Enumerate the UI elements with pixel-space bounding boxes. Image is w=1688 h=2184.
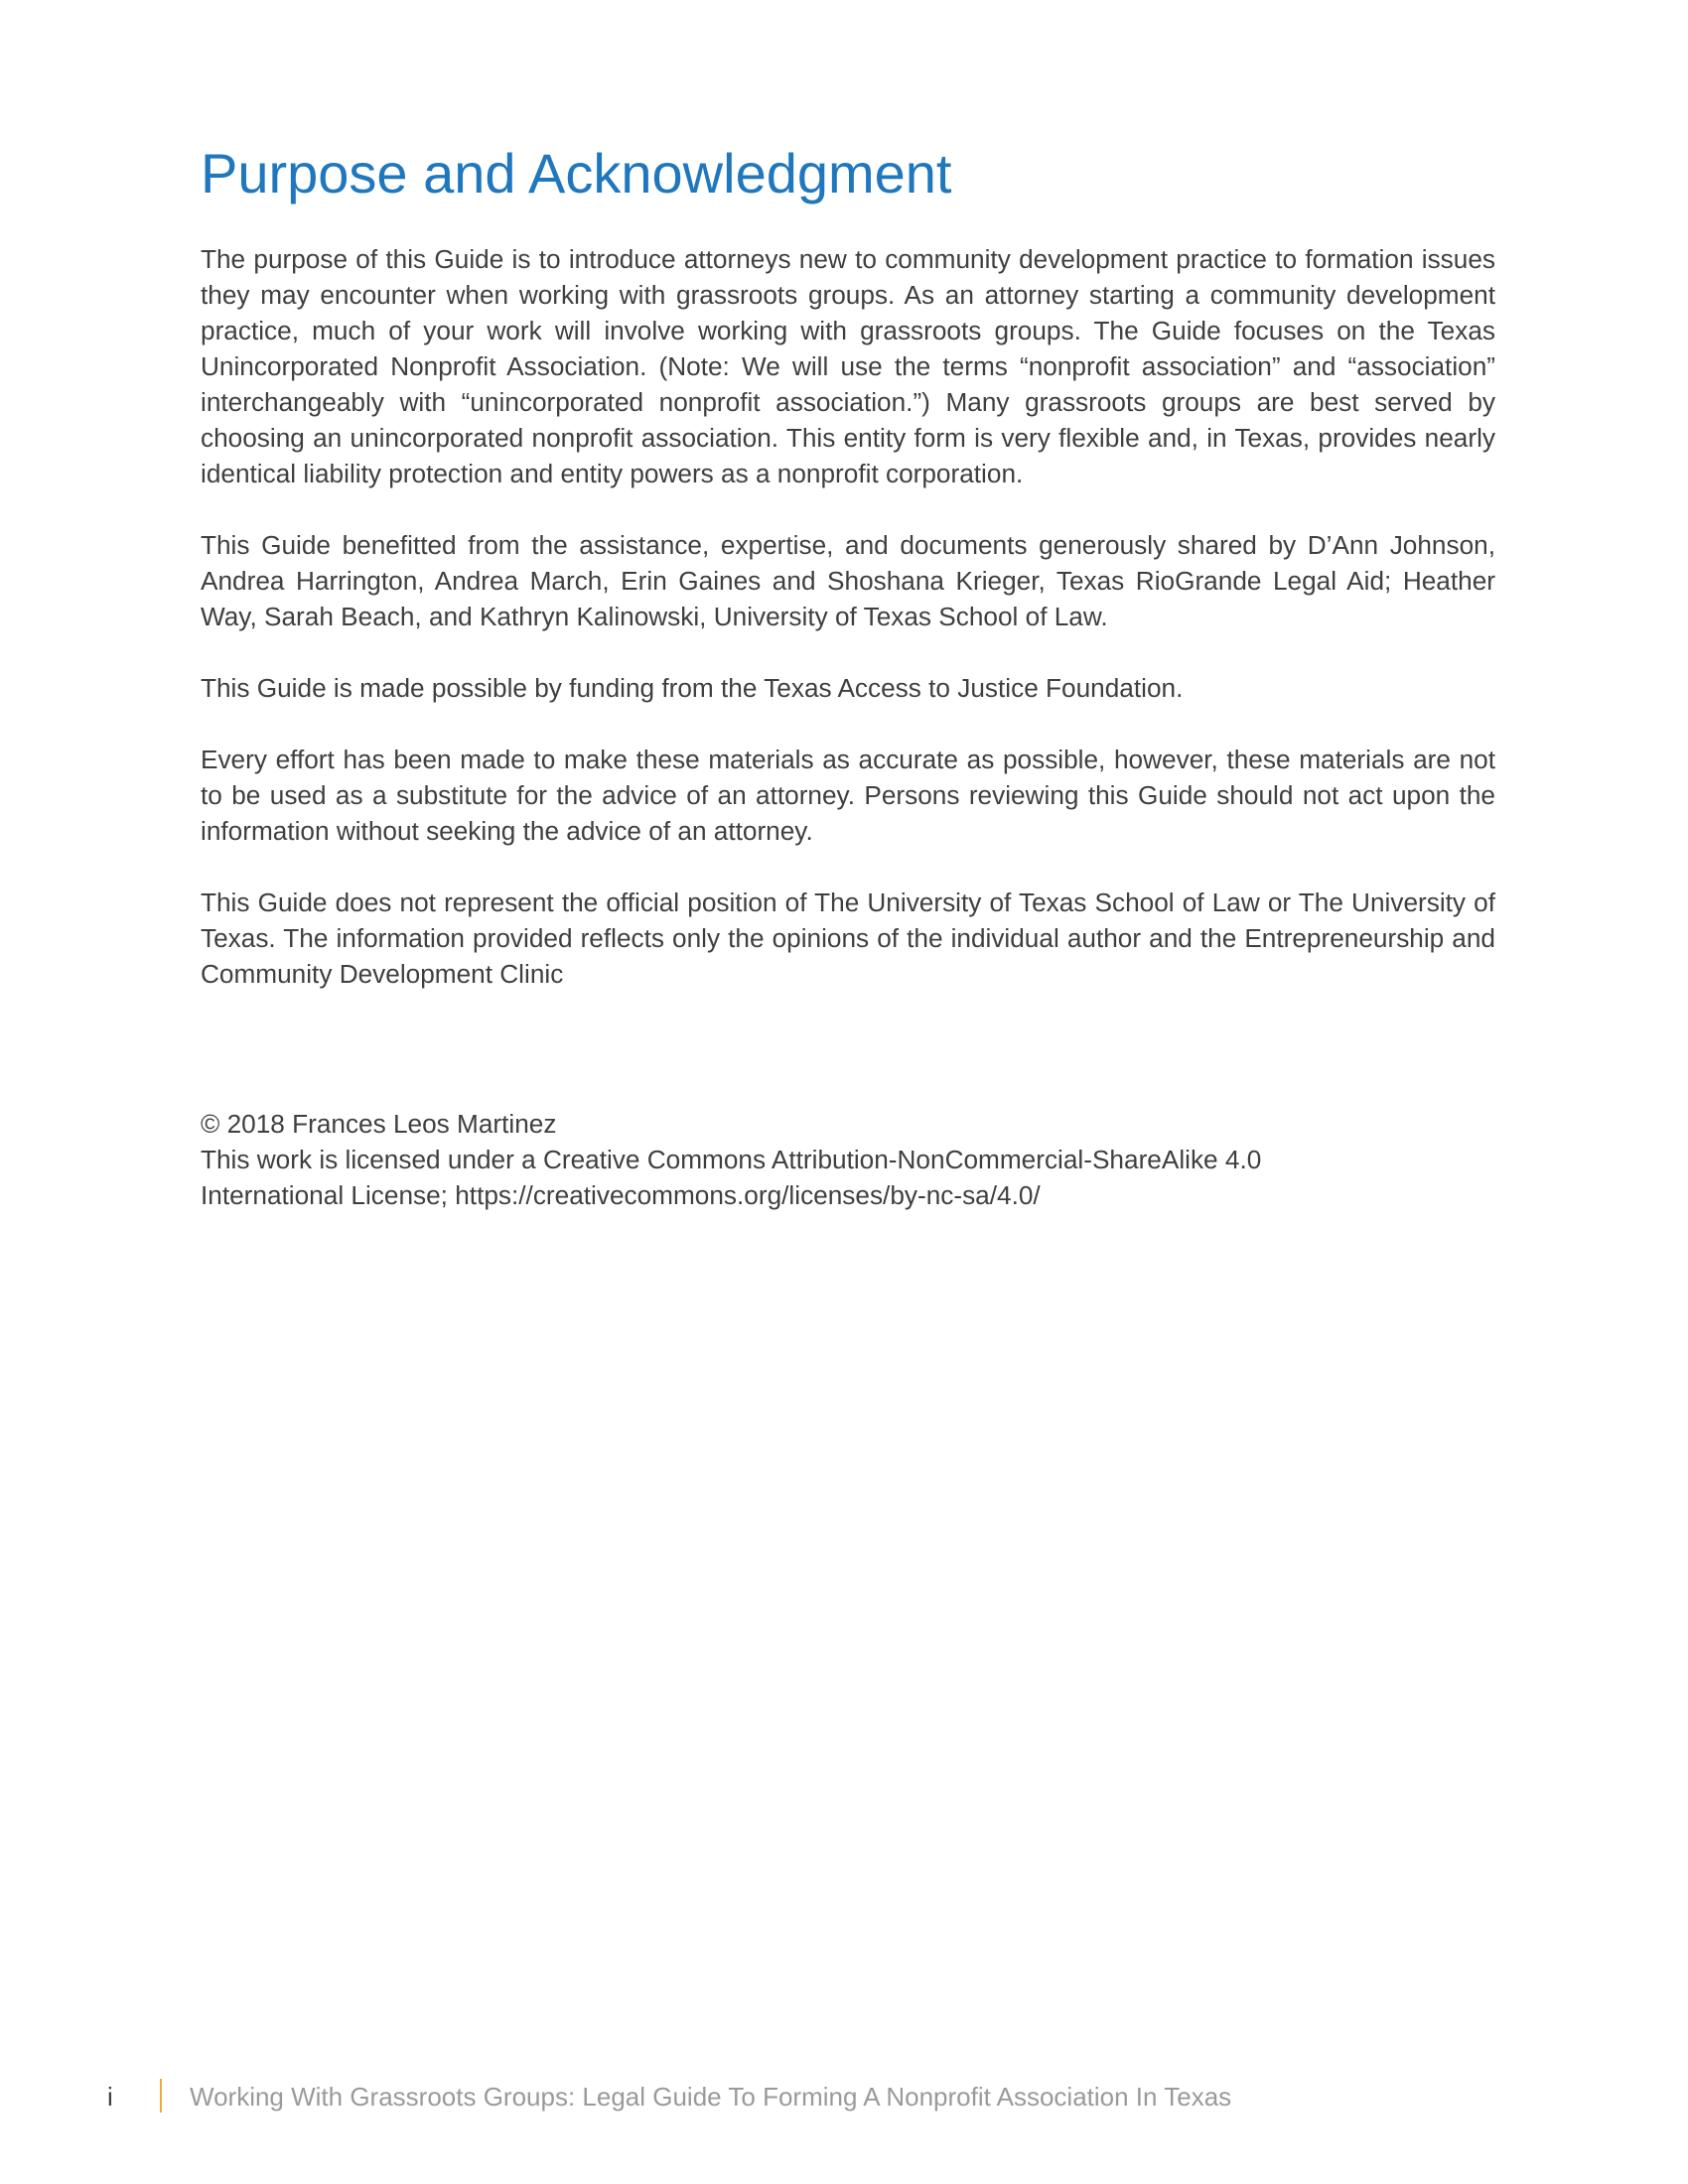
official-position-paragraph: This Guide does not represent the official position of The University of Texas School of Law or The University of Texas. The information provided reflects only the opinions of the individual author and the Entrepreneurship and Community Development Clinic: [201, 887, 1495, 989]
copyright-line: © 2018 Frances Leos Martinez: [201, 1109, 557, 1139]
body-text: [201, 241, 1495, 1027]
page-title: Purpose and Acknowledgment: [201, 142, 952, 205]
funding-paragraph: This Guide is made possible by funding from the Texas Access to Justice Foundation.: [201, 673, 1184, 703]
page-number: i: [107, 2082, 113, 2112]
acknowledgment-paragraph: This Guide benefitted from the assistance, expertise, and documents generously shared by D’Ann Johnson, Andrea Harrington, Andrea March, Erin Gaines and Shoshana Krieger, Texas RioGrande Legal Aid; Heather Way, Sarah Beach, and Kathryn Kalinowski, University of Texas School of Law.: [201, 530, 1495, 631]
footer-document-title: Working With Grassroots Groups: Legal Guide To Forming A Nonprofit Association In Texas: [190, 2082, 1232, 2112]
license-block: [201, 1106, 1495, 1213]
disclaimer-paragraph: Every effort has been made to make these materials as accurate as possible, however, these materials are not to be used as a substitute for the advice of an attorney. Persons reviewing this Guide should not act upon the information without seeking the advice of an attorney.: [201, 745, 1495, 846]
page-footer: [0, 2077, 1688, 2116]
license-line-2: International License; https://creativecommons.org/licenses/by-nc-sa/4.0/: [201, 1180, 1041, 1210]
purpose-paragraph: The purpose of this Guide is to introduce attorneys new to community development practice to formation issues they may encounter when working with grassroots groups. As an attorney starting a community development practice, much of your work will involve working with grassroots groups. The Guide focuses on the Texas Unincorporated Nonprofit Association. (Note: We will use the terms “nonprofit association” and “association” interchangeably with “unincorporated nonprofit association.”) Many grassroots groups are best served by choosing an unincorporated nonprofit association. This entity form is very flexible and, in Texas, provides nearly identical liability protection and entity powers as a nonprofit corporation.: [201, 244, 1495, 488]
license-line-1: This work is licensed under a Creative Commons Attribution-NonCommercial-ShareAlike 4.0: [201, 1145, 1262, 1174]
footer-divider: [160, 2079, 162, 2113]
